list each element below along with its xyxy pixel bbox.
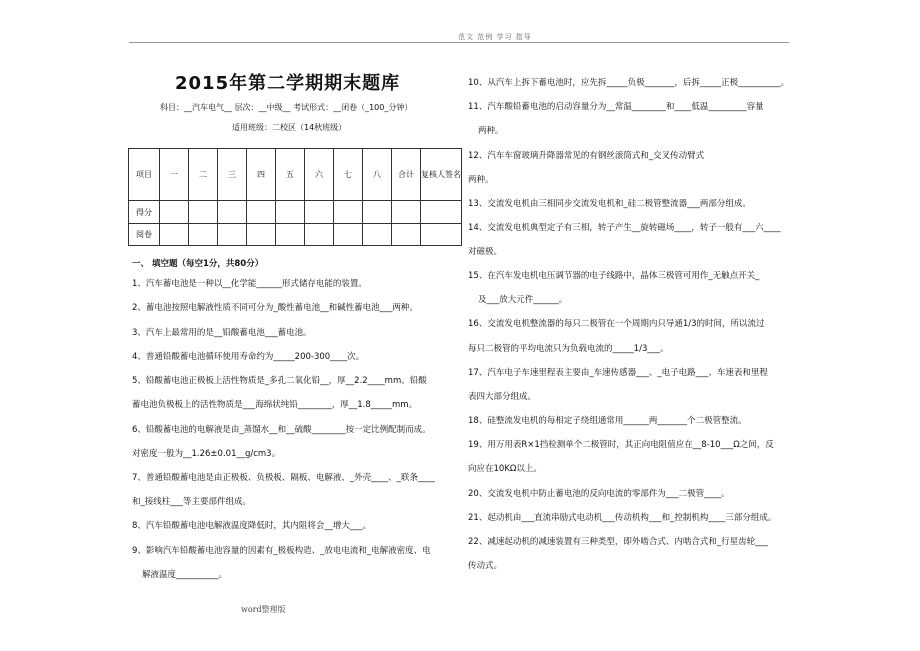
question-line: 21、起动机由___直流串励式电动机___传动机构___和_控制机构____三部分组成。 (468, 513, 777, 523)
page-header: 范文 范例 学习 指导 (458, 33, 532, 41)
question-line: 18、硅整流发电机的每相定子绕组通常用______两_______个二极管整流。 (468, 416, 747, 426)
reviewer-row-label: 阅卷 (129, 224, 160, 246)
exam-title: 2015年第二学期期末题库 (175, 73, 401, 94)
score-table-col-label: 项目 (129, 149, 160, 201)
score-row-label: 得分 (129, 201, 160, 224)
score-cell[interactable] (421, 201, 462, 224)
score-cell[interactable] (276, 224, 305, 246)
question-line: 对磁极。 (468, 247, 503, 257)
score-cell[interactable] (189, 201, 218, 224)
score-table (128, 148, 462, 246)
score-cell[interactable] (218, 201, 247, 224)
score-cell[interactable] (276, 201, 305, 224)
question-line: 两种。 (468, 175, 494, 185)
question-line: 19、用万用表R×1挡检测单个二极管时，其正向电阻值应在__8-10___Ω之间，反 (468, 440, 774, 450)
score-cell[interactable] (305, 201, 334, 224)
question-line: 和_接线柱___等主要部件组成。 (132, 497, 252, 507)
page-footer: word整理版 (241, 605, 286, 614)
question-line: 22、减速起动机的减速装置有三种类型，即外啮合式、内啮合式和_行星齿轮___ (468, 537, 768, 547)
score-col-6: 六 (305, 149, 334, 201)
score-cell[interactable] (305, 224, 334, 246)
score-cell[interactable] (218, 224, 247, 246)
class-line: 适用班级：二校区（14秋班级） (232, 123, 347, 132)
header-divider (129, 42, 789, 43)
question-line: 12、汽车车窗玻璃升降器常见的有钢丝滚筒式和_交叉传动臂式 (468, 151, 705, 161)
question-line: 11、汽车酸铅蓄电池的启动容量分为__常温________和____低温_________容量 (468, 102, 764, 112)
score-cell[interactable] (189, 224, 218, 246)
question-line: 蓄电池负极板上的活性物质是___海绵状纯铅________，厚__1.8_____mm。 (132, 400, 418, 410)
question-line: 5、铅酸蓄电池正极板上活性物质是_多孔二氧化铅__，厚__2.2____mm。铅酸 (132, 376, 427, 386)
score-col-reviewer: 复核人签名 (421, 149, 462, 201)
score-col-4: 四 (247, 149, 276, 201)
score-col-8: 八 (363, 149, 392, 201)
score-col-total: 合计 (392, 149, 421, 201)
question-line: 15、在汽车发电机电压调节器的电子线路中，晶体三极管可用作_无触点开关_ (468, 271, 760, 281)
score-row (129, 201, 462, 224)
question-line: 两种。 (478, 126, 504, 136)
score-cell[interactable] (160, 201, 189, 224)
question-line: 向应在10KΩ以上。 (468, 464, 542, 474)
question-line: 10、从汽车上拆下蓄电池时，应先拆_____负极_______，后拆_____正极__________。 (468, 78, 790, 88)
score-cell[interactable] (421, 224, 462, 246)
question-line: 2、蓄电池按照电解液性质不同可分为_酸性蓄电池__和碱性蓄电池___两种。 (132, 303, 418, 313)
question-line: 表四大部分组成。 (468, 392, 537, 402)
score-col-1: 一 (160, 149, 189, 201)
score-col-3: 三 (218, 149, 247, 201)
question-line: 对密度一般为__1.26±0.01__g/cm3。 (132, 449, 281, 459)
score-cell[interactable] (392, 224, 421, 246)
score-col-2: 二 (189, 149, 218, 201)
score-cell[interactable] (363, 224, 392, 246)
question-line: 17、汽车电子车速里程表主要由_车速传感器___、_电子电路___、车速表和里程 (468, 368, 768, 378)
score-col-5: 五 (276, 149, 305, 201)
question-line: 13、交流发电机由三相同步交流发电机和_硅二极管整流器___两部分组成。 (468, 199, 751, 209)
question-line: 20、交流发电机中防止蓄电池的反向电流的零部件为___二极管____。 (468, 489, 730, 499)
score-table-header-row (129, 149, 462, 201)
question-line: 1、汽车蓄电池是一种以__化学能______形式储存电能的装置。 (132, 279, 367, 289)
reviewer-row (129, 224, 462, 246)
score-cell[interactable] (247, 224, 276, 246)
question-line: 6、铅酸蓄电池的电解液是由_蒸馏水__和__硫酸________按一定比例配制而成。 (132, 425, 431, 435)
score-cell[interactable] (247, 201, 276, 224)
question-line: 9、影响汽车铅酸蓄电池容量的因素有_极板构造、_放电电流和_电解液密度、电 (132, 546, 431, 556)
subject-line: 科目：__汽车电气__ 层次：__中级__ 考试形式：__闭卷（_100_分钟） (160, 103, 413, 112)
question-line: 8、汽车铅酸蓄电池电解液温度降低时，其内阻将会__增大___。 (132, 521, 372, 531)
question-line: 解液温度__________。 (142, 570, 228, 580)
section-title: 一、 填空题（每空1分，共80分） (132, 259, 264, 269)
score-cell[interactable] (160, 224, 189, 246)
question-line: 4、普通铅酸蓄电池循环使用寿命约为_____200-300____次。 (132, 352, 365, 362)
question-line: 16、交流发电机整流器的每只二极管在一个周期内只导通1/3的时间，所以流过 (468, 319, 765, 329)
question-line: 及___放大元件______。 (478, 295, 568, 305)
question-line: 每只二极管的平均电流只为负载电流的_____1/3___。 (468, 344, 669, 354)
score-cell[interactable] (363, 201, 392, 224)
score-col-7: 七 (334, 149, 363, 201)
question-line: 传动式。 (468, 561, 503, 571)
score-cell[interactable] (334, 224, 363, 246)
score-cell[interactable] (392, 201, 421, 224)
question-line: 14、交流发电机典型定子有三相，转子产生__旋转磁场____，转子一般有___六____ (468, 223, 781, 233)
score-cell[interactable] (334, 201, 363, 224)
question-line: 3、汽车上最常用的是__铅酸蓄电池___蓄电池。 (132, 328, 312, 338)
question-line: 7、普通铅酸蓄电池是由正极板、负极板、隔板、电解液、_外壳____、_联条____ (132, 473, 435, 483)
